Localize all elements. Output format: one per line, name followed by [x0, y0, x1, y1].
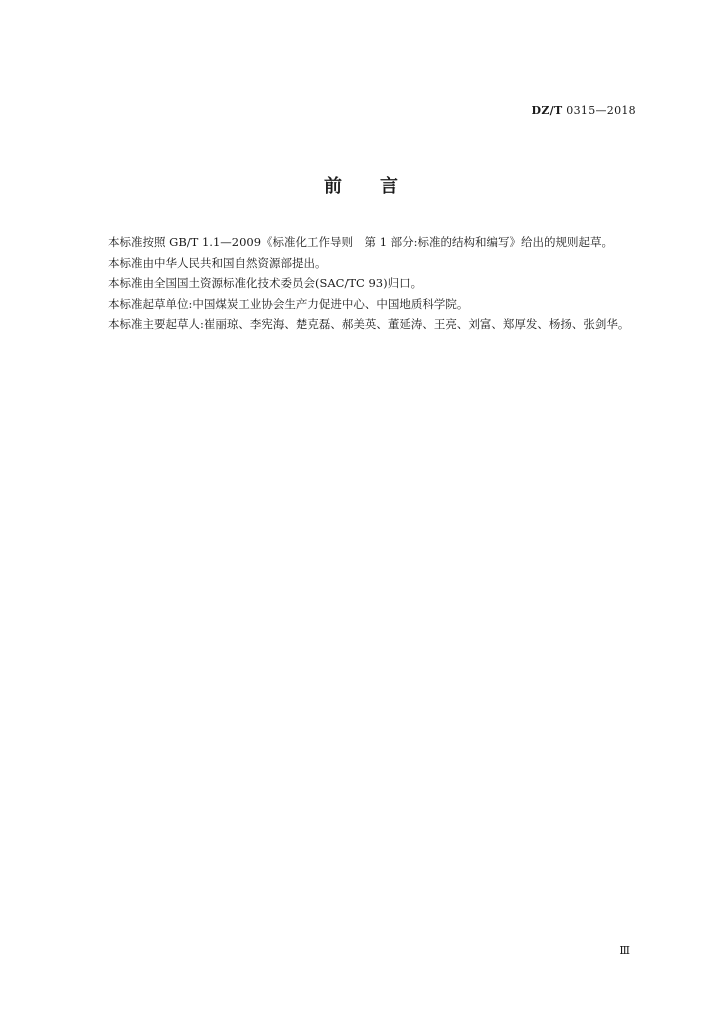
paragraph-administrator: 本标准由全国国土资源标准化技术委员会(SAC/TC 93)归口。: [108, 276, 423, 290]
paragraph-drafting-units: 本标准起草单位:中国煤炭工业协会生产力促进中心、中国地质科学院。: [108, 296, 469, 311]
foreword-body: [108, 232, 648, 335]
paragraph-drafting-rules: 本标准按照 GB/T 1.1—2009《标准化工作导则 第 1 部分:标准的结构和编写》给出的规则起草。: [108, 235, 614, 249]
page-number: Ⅲ: [619, 944, 630, 957]
paragraph-drafters: 本标准主要起草人:崔丽琼、李宪海、楚克磊、郝美英、董延涛、王亮、刘富、郑厚发、杨扬、张剑华。: [108, 317, 630, 331]
title-char-2: 言: [380, 176, 400, 197]
paragraph-proposer: 本标准由中华人民共和国自然资源部提出。: [108, 255, 327, 270]
standard-code-number: 0315—2018: [566, 104, 636, 117]
standard-code-prefix: DZ/T: [531, 104, 563, 117]
standard-code: [532, 104, 636, 117]
page-title: [0, 172, 724, 198]
title-char-1: 前: [324, 176, 344, 197]
